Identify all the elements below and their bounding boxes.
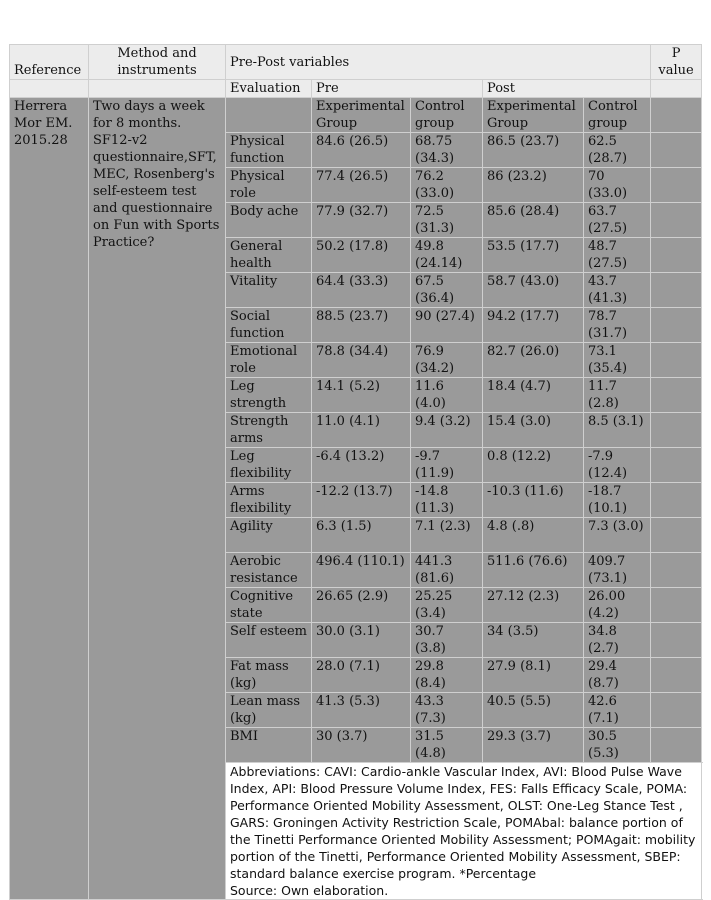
cell-pre-ctrl: 9.4 (3.2) <box>411 413 483 448</box>
cell-pvalue <box>651 518 702 553</box>
cell-post-exp: 27.12 (2.3) <box>483 588 584 623</box>
cell-pre-ctrl: 67.5 (36.4) <box>411 273 483 308</box>
cell-pre-ctrl: -14.8 (11.3) <box>411 483 483 518</box>
header-pvalue: P value <box>651 45 702 80</box>
cell-pre-exp: 77.9 (32.7) <box>312 203 411 238</box>
cell-evaluation: Social function <box>226 308 312 343</box>
cell-pre-exp: -6.4 (13.2) <box>312 448 411 483</box>
cell-post-ctrl: 7.3 (3.0) <box>584 518 651 553</box>
cell-pre-exp: 6.3 (1.5) <box>312 518 411 553</box>
pvalue-empty <box>651 98 702 133</box>
cell-pre-ctrl: 25.25 (3.4) <box>411 588 483 623</box>
header-row-1 <box>10 45 702 80</box>
cell-pvalue <box>651 658 702 693</box>
cell-post-ctrl: 11.7 (2.8) <box>584 378 651 413</box>
abbreviations-text: Abbreviations: CAVI: Cardio-ankle Vascular Index, AVI: Blood Pulse Wave Index, API: Blood Pressure Volume Index, FES: Falls Efficacy Scale, POMA: Performance Oriented Mobility Assessment, OLST: One-Leg Stance Test , GARS: Groningen Activity Restriction Scale, POMAbal: balance portion of the Tinetti Performance Oriented Mobility Assessment; POMAgait: mobility portion of the Tinetti, Performance Oriented Mobility Assessment, SBEP: standard balance exercise program. *Percentage <box>230 764 696 881</box>
cell-post-exp: 94.2 (17.7) <box>483 308 584 343</box>
cell-post-exp: 40.5 (5.5) <box>483 693 584 728</box>
cell-pvalue <box>651 308 702 343</box>
footnote-cell <box>226 763 702 900</box>
cell-post-ctrl: 8.5 (3.1) <box>584 413 651 448</box>
cell-pre-exp: 78.8 (34.4) <box>312 343 411 378</box>
cell-pre-ctrl: 49.8 (24.14) <box>411 238 483 273</box>
header-row-2 <box>10 80 702 98</box>
cell-pre-ctrl: 76.9 (34.2) <box>411 343 483 378</box>
cell-pvalue <box>651 133 702 168</box>
cell-post-ctrl: 70 (33.0) <box>584 168 651 203</box>
cell-post-exp: 53.5 (17.7) <box>483 238 584 273</box>
cell-pvalue <box>651 378 702 413</box>
cell-post-exp: 82.7 (26.0) <box>483 343 584 378</box>
cell-pre-ctrl: 90 (27.4) <box>411 308 483 343</box>
post-exp-header: Experimental Group <box>483 98 584 133</box>
header-evaluation: Evaluation <box>226 80 312 98</box>
cell-post-exp: 34 (3.5) <box>483 623 584 658</box>
cell-evaluation: Agility <box>226 518 312 553</box>
cell-evaluation: Body ache <box>226 203 312 238</box>
cell-evaluation: Self esteem <box>226 623 312 658</box>
cell-pre-ctrl: 43.3 (7.3) <box>411 693 483 728</box>
cell-pre-ctrl: 441.3 (81.6) <box>411 553 483 588</box>
post-ctrl-header: Control group <box>584 98 651 133</box>
cell-post-exp: 0.8 (12.2) <box>483 448 584 483</box>
cell-pvalue <box>651 413 702 448</box>
cell-pre-ctrl: 29.8 (8.4) <box>411 658 483 693</box>
cell-post-ctrl: -7.9 (12.4) <box>584 448 651 483</box>
cell-pvalue <box>651 553 702 588</box>
cell-post-exp: 27.9 (8.1) <box>483 658 584 693</box>
cell-evaluation: BMI <box>226 728 312 763</box>
cell-pvalue <box>651 343 702 378</box>
header-empty-2 <box>89 80 226 98</box>
cell-post-exp: 86.5 (23.7) <box>483 133 584 168</box>
cell-evaluation: General health <box>226 238 312 273</box>
pre-exp-header: Experimental Group <box>312 98 411 133</box>
cell-pvalue <box>651 728 702 763</box>
cell-post-exp: 511.6 (76.6) <box>483 553 584 588</box>
cell-post-ctrl: 26.00 (4.2) <box>584 588 651 623</box>
cell-post-exp: 29.3 (3.7) <box>483 728 584 763</box>
header-pre: Pre <box>312 80 483 98</box>
cell-pre-ctrl: -9.7 (11.9) <box>411 448 483 483</box>
cell-evaluation: Emotional role <box>226 343 312 378</box>
cell-post-ctrl: 42.6 (7.1) <box>584 693 651 728</box>
cell-pre-ctrl: 7.1 (2.3) <box>411 518 483 553</box>
cell-pvalue <box>651 273 702 308</box>
cell-evaluation: Leg strength <box>226 378 312 413</box>
cell-pre-exp: 496.4 (110.1) <box>312 553 411 588</box>
cell-pre-exp: 14.1 (5.2) <box>312 378 411 413</box>
cell-pre-exp: 88.5 (23.7) <box>312 308 411 343</box>
results-table <box>9 44 702 900</box>
cell-evaluation: Aerobic resistance <box>226 553 312 588</box>
cell-pre-exp: 30.0 (3.1) <box>312 623 411 658</box>
group-row <box>10 98 702 133</box>
cell-evaluation: Fat mass (kg) <box>226 658 312 693</box>
cell-post-exp: 58.7 (43.0) <box>483 273 584 308</box>
cell-pre-exp: 50.2 (17.8) <box>312 238 411 273</box>
cell-pvalue <box>651 693 702 728</box>
cell-pvalue <box>651 588 702 623</box>
cell-post-ctrl: 48.7 (27.5) <box>584 238 651 273</box>
cell-evaluation: Lean mass (kg) <box>226 693 312 728</box>
group-empty <box>226 98 312 133</box>
study-reference: Herrera Mor EM. 2015.28 <box>10 98 89 900</box>
cell-pvalue <box>651 203 702 238</box>
cell-post-exp: 86 (23.2) <box>483 168 584 203</box>
cell-post-ctrl: 43.7 (41.3) <box>584 273 651 308</box>
cell-post-ctrl: 30.5 (5.3) <box>584 728 651 763</box>
cell-evaluation: Arms flexibility <box>226 483 312 518</box>
cell-post-exp: 85.6 (28.4) <box>483 203 584 238</box>
cell-post-ctrl: 63.7 (27.5) <box>584 203 651 238</box>
cell-post-exp: 15.4 (3.0) <box>483 413 584 448</box>
cell-pre-exp: 28.0 (7.1) <box>312 658 411 693</box>
pre-ctrl-header: Control group <box>411 98 483 133</box>
cell-pre-exp: 64.4 (33.3) <box>312 273 411 308</box>
cell-post-ctrl: 73.1 (35.4) <box>584 343 651 378</box>
cell-post-exp: 4.8 (.8) <box>483 518 584 553</box>
source-text: Source: Own elaboration. <box>230 883 389 898</box>
cell-post-ctrl: 78.7 (31.7) <box>584 308 651 343</box>
cell-pre-ctrl: 31.5 (4.8) <box>411 728 483 763</box>
cell-post-ctrl: -18.7 (10.1) <box>584 483 651 518</box>
header-method: Method and instruments <box>89 45 226 80</box>
cell-pvalue <box>651 623 702 658</box>
cell-pre-exp: 26.65 (2.9) <box>312 588 411 623</box>
cell-post-ctrl: 29.4 (8.7) <box>584 658 651 693</box>
cell-pre-ctrl: 11.6 (4.0) <box>411 378 483 413</box>
cell-pvalue <box>651 483 702 518</box>
cell-pre-exp: 77.4 (26.5) <box>312 168 411 203</box>
header-empty-1 <box>10 80 89 98</box>
cell-pre-ctrl: 76.2 (33.0) <box>411 168 483 203</box>
study-method: Two days a week for 8 months. SF12-v2 questionnaire,SFT, MEC, Rosenberg's self-esteem test and questionnaire on Fun with Sports Practice? <box>89 98 226 900</box>
cell-post-ctrl: 409.7 (73.1) <box>584 553 651 588</box>
cell-pre-exp: 11.0 (4.1) <box>312 413 411 448</box>
cell-evaluation: Strength arms <box>226 413 312 448</box>
cell-evaluation: Physical role <box>226 168 312 203</box>
cell-pre-ctrl: 30.7 (3.8) <box>411 623 483 658</box>
header-empty-3 <box>651 80 702 98</box>
cell-post-exp: 18.4 (4.7) <box>483 378 584 413</box>
cell-pre-exp: 84.6 (26.5) <box>312 133 411 168</box>
cell-pvalue <box>651 238 702 273</box>
cell-evaluation: Cognitive state <box>226 588 312 623</box>
cell-pre-exp: 30 (3.7) <box>312 728 411 763</box>
cell-evaluation: Leg flexibility <box>226 448 312 483</box>
cell-evaluation: Physical function <box>226 133 312 168</box>
cell-pvalue <box>651 168 702 203</box>
cell-post-ctrl: 62.5 (28.7) <box>584 133 651 168</box>
cell-pre-exp: 41.3 (5.3) <box>312 693 411 728</box>
header-post: Post <box>483 80 651 98</box>
cell-pre-ctrl: 72.5 (31.3) <box>411 203 483 238</box>
cell-pvalue <box>651 448 702 483</box>
cell-post-exp: -10.3 (11.6) <box>483 483 584 518</box>
cell-pre-ctrl: 68.75 (34.3) <box>411 133 483 168</box>
cell-evaluation: Vitality <box>226 273 312 308</box>
header-prepost: Pre-Post variables <box>226 45 651 80</box>
cell-post-ctrl: 34.8 (2.7) <box>584 623 651 658</box>
header-reference: Reference <box>10 45 89 80</box>
cell-pre-exp: -12.2 (13.7) <box>312 483 411 518</box>
